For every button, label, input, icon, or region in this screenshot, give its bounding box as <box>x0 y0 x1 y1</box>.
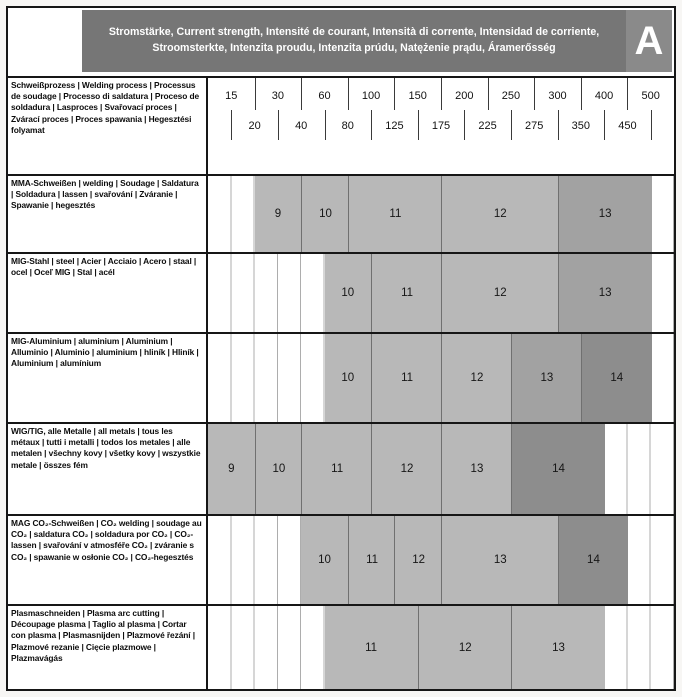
process-label: MIG-Stahl | steel | Acier | Acciaio | Acero | staal | ocel | Oceľ MIG | Stal | acél <box>8 254 208 332</box>
shade-number: 10 <box>341 372 355 384</box>
shade-band <box>255 176 302 252</box>
title-text <box>90 25 618 57</box>
scale-tick <box>581 78 582 110</box>
shade-band <box>348 176 442 252</box>
shade-band <box>348 516 396 604</box>
shade-number: 12 <box>400 463 414 475</box>
title-term-german: Stromstärke, <box>108 26 174 39</box>
shade-band <box>325 606 418 689</box>
shade-band <box>441 424 512 514</box>
shade-band <box>325 254 372 332</box>
scale-value-top: 250 <box>501 90 521 102</box>
shade-number: 11 <box>366 554 379 566</box>
shade-band <box>441 334 512 422</box>
shade-number: 14 <box>587 554 600 566</box>
shade-number: 11 <box>365 641 378 654</box>
shade-band-area <box>208 424 674 514</box>
shade-band <box>371 334 442 422</box>
shade-number: 12 <box>412 554 426 566</box>
scale-tick <box>255 78 256 110</box>
table-title <box>82 10 626 72</box>
shade-number: 9 <box>274 208 282 220</box>
shade-number: 13 <box>598 208 612 220</box>
shade-number: 14 <box>610 372 624 384</box>
scale-tick <box>394 78 395 110</box>
shade-band <box>441 516 559 604</box>
shade-number: 9 <box>228 463 235 475</box>
shade-band <box>208 424 255 514</box>
shade-band <box>301 424 372 514</box>
scale-tick <box>231 110 232 140</box>
shade-band <box>418 606 512 689</box>
shade-band <box>581 334 652 422</box>
scale-tick <box>371 110 372 140</box>
shade-number: 12 <box>493 208 507 220</box>
shade-number: 13 <box>598 287 612 299</box>
shade-number: 13 <box>540 372 554 384</box>
scale-value-top: 60 <box>318 90 331 102</box>
scale-value-bottom: 20 <box>248 120 261 132</box>
shade-band-area <box>208 254 674 332</box>
process-column-header: Schweißprozess | Welding process | Processus de soudage | Processo di saldatura | Proceso de soldadura | Lasproces | Svařovací proces | Zvárací proces | Proces spawania | Hegesztési folyamat <box>8 78 208 174</box>
shade-number: 13 <box>493 554 507 566</box>
scale-value-bottom: 175 <box>431 120 451 132</box>
header-bar <box>82 10 672 72</box>
scale-tick <box>278 110 279 140</box>
header-strip <box>10 10 672 72</box>
scale-tick <box>325 110 326 140</box>
shade-number: 11 <box>401 372 414 384</box>
shade-number: 12 <box>458 641 472 654</box>
shade-number: 10 <box>272 463 286 475</box>
process-label: MMA-Schweißen | welding | Soudage | Saldatura | Soldadura | lassen | svařování | Zváranie | Spawanie | hegesztés <box>8 176 208 252</box>
shade-band <box>511 606 605 689</box>
shade-band <box>325 334 372 422</box>
scale-value-bottom: 125 <box>385 120 404 132</box>
shade-number: 10 <box>319 208 332 220</box>
title-translations: Current strength, Intensité de courant, Intensità di corrente, Intensidad de corriente, Stroomsterkte, Intenzita proudu, Intenzita prúdu, Natężenie prądu, Áramerősség <box>152 26 600 54</box>
scale-tick <box>627 78 628 110</box>
shade-band-area <box>208 606 674 689</box>
scale-value-bottom: 450 <box>618 120 637 132</box>
process-label: MAG CO₂-Schweißen | CO₂ welding | soudage au CO₂ | saldatura CO₂ | soldadura por CO₂ | CO₂-lassen | svařování v atmosféře CO₂ | zváranie s CO₂ | spawanie w osłonie CO₂ | CO₂-hegesztés <box>8 516 208 604</box>
shade-number: 14 <box>552 463 565 475</box>
shade-band <box>558 516 629 604</box>
process-label: MIG-Aluminium | aluminium | Aluminium | Alluminio | Aluminio | aluminium | hliník | Hliník | Aluminium | alumínium <box>8 334 208 422</box>
shade-table-frame <box>6 6 676 691</box>
scale-value-top: 100 <box>361 90 381 102</box>
scale-value-bottom: 350 <box>571 120 590 132</box>
scale-value-top: 400 <box>594 90 614 102</box>
process-label: Plasmaschneiden | Plasma arc cutting | Découpage plasma | Taglio al plasma | Cortar con plasma | Plasmasnijden | Plazmové řezání | Plazmové rezanie | Cięcie plazmowe | Plazmavágás <box>8 606 208 689</box>
scale-tick <box>441 78 442 110</box>
scale-tick <box>488 78 489 110</box>
shade-number: 13 <box>470 463 484 475</box>
shade-band <box>255 424 303 514</box>
shade-band-area <box>208 334 674 422</box>
shade-band <box>511 334 582 422</box>
shade-number: 12 <box>470 372 484 384</box>
shade-band <box>371 424 442 514</box>
scale-tick <box>651 110 652 140</box>
scale-value-top: 15 <box>225 90 238 102</box>
shade-number: 11 <box>331 463 344 475</box>
shade-band-area <box>208 176 674 252</box>
shade-band <box>558 176 652 252</box>
shade-number: 11 <box>401 287 414 299</box>
shade-number: 11 <box>389 208 402 220</box>
shade-selection-table <box>8 76 674 689</box>
process-row <box>8 332 674 422</box>
shade-number: 10 <box>341 287 355 299</box>
scale-tick <box>511 110 512 140</box>
process-row <box>8 514 674 604</box>
scale-tick <box>348 78 349 110</box>
process-label: WIG/TIG, alle Metalle | all metals | tous les métaux | tutti i metalli | todos los metales | alle metalen | všechny kovy | všetky kovy | wszystkie metale | összes fém <box>8 424 208 514</box>
shade-band-area <box>208 516 674 604</box>
scale-value-bottom: 225 <box>478 120 497 132</box>
shade-band <box>441 254 559 332</box>
shade-band <box>511 424 605 514</box>
shade-band <box>301 516 348 604</box>
process-row <box>8 174 674 252</box>
section-letter-a: A <box>626 10 672 72</box>
scale-value-top: 150 <box>408 90 427 102</box>
scale-tick <box>534 78 535 110</box>
scale-value-top: 300 <box>548 90 567 102</box>
scale-value-bottom: 40 <box>295 120 308 132</box>
scale-tick <box>464 110 465 140</box>
scale-tick <box>558 110 559 140</box>
shade-number: 10 <box>318 554 331 566</box>
shade-band <box>371 254 442 332</box>
scale-value-top: 30 <box>271 90 285 102</box>
scale-value-top: 500 <box>641 90 660 102</box>
shade-band <box>394 516 442 604</box>
shade-band <box>301 176 349 252</box>
scale-tick <box>418 110 419 140</box>
scale-value-bottom: 80 <box>341 120 354 132</box>
shade-number: 13 <box>552 641 565 654</box>
scale-tick <box>301 78 302 110</box>
shade-number: 12 <box>493 287 507 299</box>
process-row <box>8 422 674 514</box>
process-row <box>8 604 674 689</box>
scale-value-bottom: 275 <box>525 120 544 132</box>
current-strength-scale <box>208 78 674 174</box>
shade-band <box>441 176 559 252</box>
scale-tick <box>604 110 605 140</box>
header-spacer <box>10 10 82 72</box>
scale-value-top: 200 <box>455 90 474 102</box>
process-row <box>8 252 674 332</box>
shade-band <box>558 254 652 332</box>
scale-header-row <box>8 76 674 174</box>
